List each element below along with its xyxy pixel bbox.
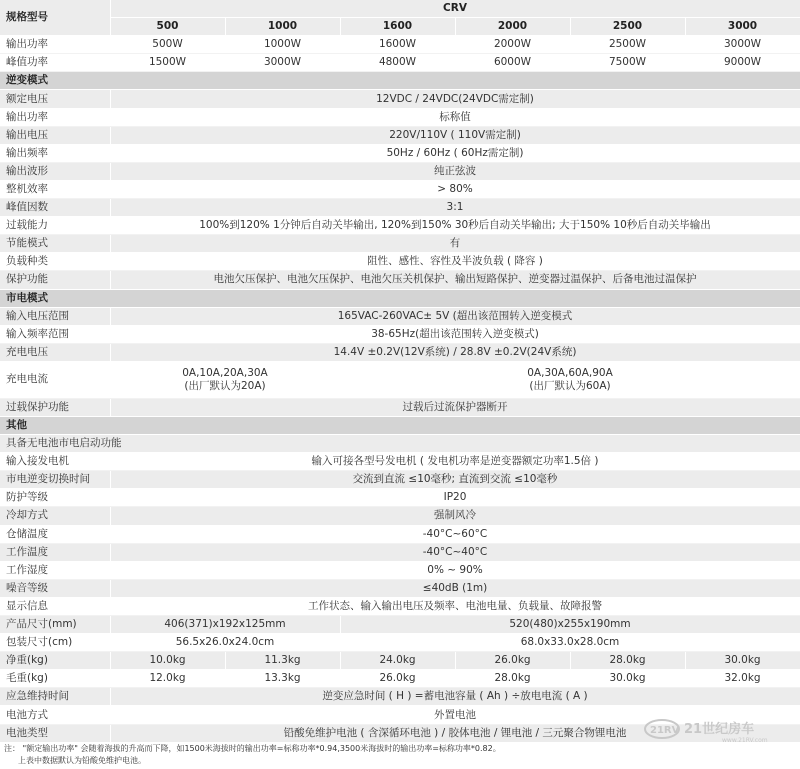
value-cell: 13.3kg [225, 670, 340, 688]
value-cell: 工作状态、输入输出电压及频率、电池电量、负载量、故障报警 [110, 597, 800, 615]
value-cell: 28.0kg [455, 670, 570, 688]
row-label: 应急维持时间 [0, 688, 110, 706]
protection-grade-row [0, 489, 800, 507]
value-cell: 28.0kg [570, 652, 685, 670]
charge-current-large [340, 361, 800, 398]
value-cell: > 80% [110, 180, 800, 198]
section-other [0, 416, 800, 434]
value-cell: 7500W [570, 54, 685, 72]
generator-row [0, 453, 800, 471]
package-size-row [0, 634, 800, 652]
value-cell: 交流到直流 ≤10毫秒; 直流到交流 ≤10毫秒 [110, 471, 800, 489]
value-cell: 100%到120% 1分钟后自动关毕输出, 120%到150% 30秒后自动关毕输出; 大于150% 10秒后自动关毕输出 [110, 217, 800, 235]
input-voltage-range-row [0, 307, 800, 325]
value-cell: 6000W [455, 54, 570, 72]
value-cell: 逆变应急时间 ( H ) =蓄电池容量 ( Ah ) ÷放电电流 ( A ) [110, 688, 800, 706]
value-cell: -40°C~40°C [110, 543, 800, 561]
value-cell: 0% ~ 90% [110, 561, 800, 579]
working-temp-row [0, 543, 800, 561]
row-label: 输入电压范围 [0, 307, 110, 325]
row-label: 输出波形 [0, 162, 110, 180]
storage-temp-row [0, 525, 800, 543]
emergency-time-row [0, 688, 800, 706]
charge-current-large-default: (出厂默认为60A) [529, 379, 611, 392]
row-label: 过载保护功能 [0, 398, 110, 416]
row-label: 输出功率 [0, 36, 110, 54]
value-cell: 3000W [685, 36, 800, 54]
footnote-line-2: 上表中数据默认为铅酸免维护电池。 [18, 756, 146, 765]
value-cell: 3000W [225, 54, 340, 72]
charge-current-row [0, 361, 800, 398]
net-weight-row [0, 652, 800, 670]
row-label: 输入接发电机 [0, 453, 110, 471]
value-cell: 强制风冷 [110, 507, 800, 525]
value-cell: 24.0kg [340, 652, 455, 670]
protection-row [0, 271, 800, 289]
section-inverter [0, 72, 800, 90]
load-type-row [0, 253, 800, 271]
value-cell: 26.0kg [455, 652, 570, 670]
output-power-row [0, 36, 800, 54]
section-title: 其他 [0, 416, 800, 434]
row-label: 噪音等级 [0, 579, 110, 597]
value-cell: 30.0kg [685, 652, 800, 670]
value-cell: 406(371)x192x125mm [110, 616, 340, 634]
row-label: 市电逆变切换时间 [0, 471, 110, 489]
charge-current-small-options: 0A,10A,20A,30A [182, 366, 268, 379]
value-cell: 2000W [455, 36, 570, 54]
value-cell: 68.0x33.0x28.0cm [340, 634, 800, 652]
cooling-row [0, 507, 800, 525]
charge-current-large-options: 0A,30A,60A,90A [527, 366, 613, 379]
row-label: 额定电压 [0, 90, 110, 108]
footnote-line-1: 注： "额定输出功率" 会随着海拔的升高而下降，如1500米海拔时的输出功率=标称功率*0.94,3500米海拔时的输出功率=标称功率*0.82。 [4, 744, 501, 753]
value-cell: 过载后过流保护器断开 [110, 398, 800, 416]
switch-time-row [0, 471, 800, 489]
value-cell: 输入可接各型号发电机 ( 发电机功率是逆变器额定功率1.5倍 ) [110, 453, 800, 471]
row-label: 防护等级 [0, 489, 110, 507]
row-label: 输出频率 [0, 144, 110, 162]
watermark-brand-text: 21世纪房车 [684, 722, 755, 737]
energy-saving-row [0, 235, 800, 253]
model-cell: 1000 [225, 18, 340, 36]
row-label: 仓储温度 [0, 525, 110, 543]
value-cell: 11.3kg [225, 652, 340, 670]
value-cell: IP20 [110, 489, 800, 507]
value-cell: 12.0kg [110, 670, 225, 688]
row-label: 峰值因数 [0, 199, 110, 217]
inv-output-power-row [0, 108, 800, 126]
value-cell: 1500W [110, 54, 225, 72]
row-label: 毛重(kg) [0, 670, 110, 688]
row-label: 显示信息 [0, 597, 110, 615]
working-humidity-row [0, 561, 800, 579]
peak-factor-row [0, 199, 800, 217]
value-cell: 纯正弦波 [110, 162, 800, 180]
product-size-row [0, 616, 800, 634]
model-cell: 2500 [570, 18, 685, 36]
output-voltage-row [0, 126, 800, 144]
row-label: 充电电流 [0, 361, 110, 398]
gross-weight-row [0, 670, 800, 688]
row-label: 输出电压 [0, 126, 110, 144]
value-cell: 32.0kg [685, 670, 800, 688]
row-label: 节能模式 [0, 235, 110, 253]
value-cell: 9000W [685, 54, 800, 72]
value-cell: 56.5x26.0x24.0cm [110, 634, 340, 652]
row-label: 产品尺寸(mm) [0, 616, 110, 634]
value-cell: 电池欠压保护、电池欠压保护、电池欠压关机保护、输出短路保护、逆变器过温保护、后备电池过温保护 [110, 271, 800, 289]
row-label: 冷却方式 [0, 507, 110, 525]
value-cell: 30.0kg [570, 670, 685, 688]
row-label: 整机效率 [0, 180, 110, 198]
svg-text:21RV: 21RV [650, 725, 680, 736]
value-cell: 165VAC-260VAC± 5V (超出该范围转入逆变模式 [110, 307, 800, 325]
noise-row [0, 579, 800, 597]
value-cell: 2500W [570, 36, 685, 54]
row-label: 输出功率 [0, 108, 110, 126]
section-title: 市电模式 [0, 289, 800, 307]
value-cell: 26.0kg [340, 670, 455, 688]
value-cell: ≤40dB (1m) [110, 579, 800, 597]
value-cell: 12VDC / 24VDC(24VDC需定制) [110, 90, 800, 108]
row-label: 电池方式 [0, 706, 110, 724]
charge-voltage-row [0, 343, 800, 361]
no-battery-start-row [0, 435, 800, 453]
watermark-logo-icon [642, 716, 792, 744]
value-cell: 3:1 [110, 199, 800, 217]
value-cell: 外置电池 [110, 706, 800, 724]
series-name: CRV [110, 0, 800, 18]
rated-voltage-row [0, 90, 800, 108]
value-cell: 520(480)x255x190mm [340, 616, 800, 634]
footnote [4, 743, 501, 767]
peak-power-row [0, 54, 800, 72]
value-cell: 铅酸免维护电池 ( 含深循环电池 ) / 胶体电池 / 锂电池 / 三元聚合物锂电池 [110, 724, 800, 742]
value-cell: 10.0kg [110, 652, 225, 670]
model-row [0, 18, 800, 36]
overload-row [0, 217, 800, 235]
row-label: 工作温度 [0, 543, 110, 561]
row-label: 负载种类 [0, 253, 110, 271]
row-label: 电池类型 [0, 724, 110, 742]
value-cell: 1600W [340, 36, 455, 54]
value-cell: 4800W [340, 54, 455, 72]
overload-protect-row [0, 398, 800, 416]
value-cell: -40°C~60°C [110, 525, 800, 543]
value-cell: 有 [110, 235, 800, 253]
output-waveform-row [0, 162, 800, 180]
value-cell: 14.4V ±0.2V(12V系统) / 28.8V ±0.2V(24V系统) [110, 343, 800, 361]
model-cell: 500 [110, 18, 225, 36]
section-mains [0, 289, 800, 307]
watermark-url-text: www.21RV.com [722, 737, 768, 744]
display-row [0, 597, 800, 615]
value-cell: 38-65Hz(超出该范围转入逆变模式) [110, 325, 800, 343]
row-label: 保护功能 [0, 271, 110, 289]
model-cell: 2000 [455, 18, 570, 36]
output-frequency-row [0, 144, 800, 162]
value-cell: 标称值 [110, 108, 800, 126]
value-cell: 220V/110V ( 110V需定制) [110, 126, 800, 144]
value-cell: 阻性、感性、容性及半波负载 ( 降容 ) [110, 253, 800, 271]
model-cell: 3000 [685, 18, 800, 36]
row-label: 包装尺寸(cm) [0, 634, 110, 652]
row-label: 净重(kg) [0, 652, 110, 670]
charge-current-small-default: (出厂默认为20A) [184, 379, 266, 392]
row-label: 峰值功率 [0, 54, 110, 72]
row-label: 具备无电池市电启动功能 [0, 435, 800, 453]
row-label: 工作湿度 [0, 561, 110, 579]
section-title: 逆变模式 [0, 72, 800, 90]
efficiency-row [0, 180, 800, 198]
series-row [0, 0, 800, 18]
model-cell: 1600 [340, 18, 455, 36]
row-label: 过载能力 [0, 217, 110, 235]
model-header-cell: 规格型号 [0, 0, 110, 36]
row-label: 输入频率范围 [0, 325, 110, 343]
charge-current-small [110, 361, 340, 398]
value-cell: 500W [110, 36, 225, 54]
value-cell: 50Hz / 60Hz ( 60Hz需定制) [110, 144, 800, 162]
watermark-logo [642, 716, 792, 744]
row-label: 充电电压 [0, 343, 110, 361]
input-frequency-range-row [0, 325, 800, 343]
value-cell: 1000W [225, 36, 340, 54]
